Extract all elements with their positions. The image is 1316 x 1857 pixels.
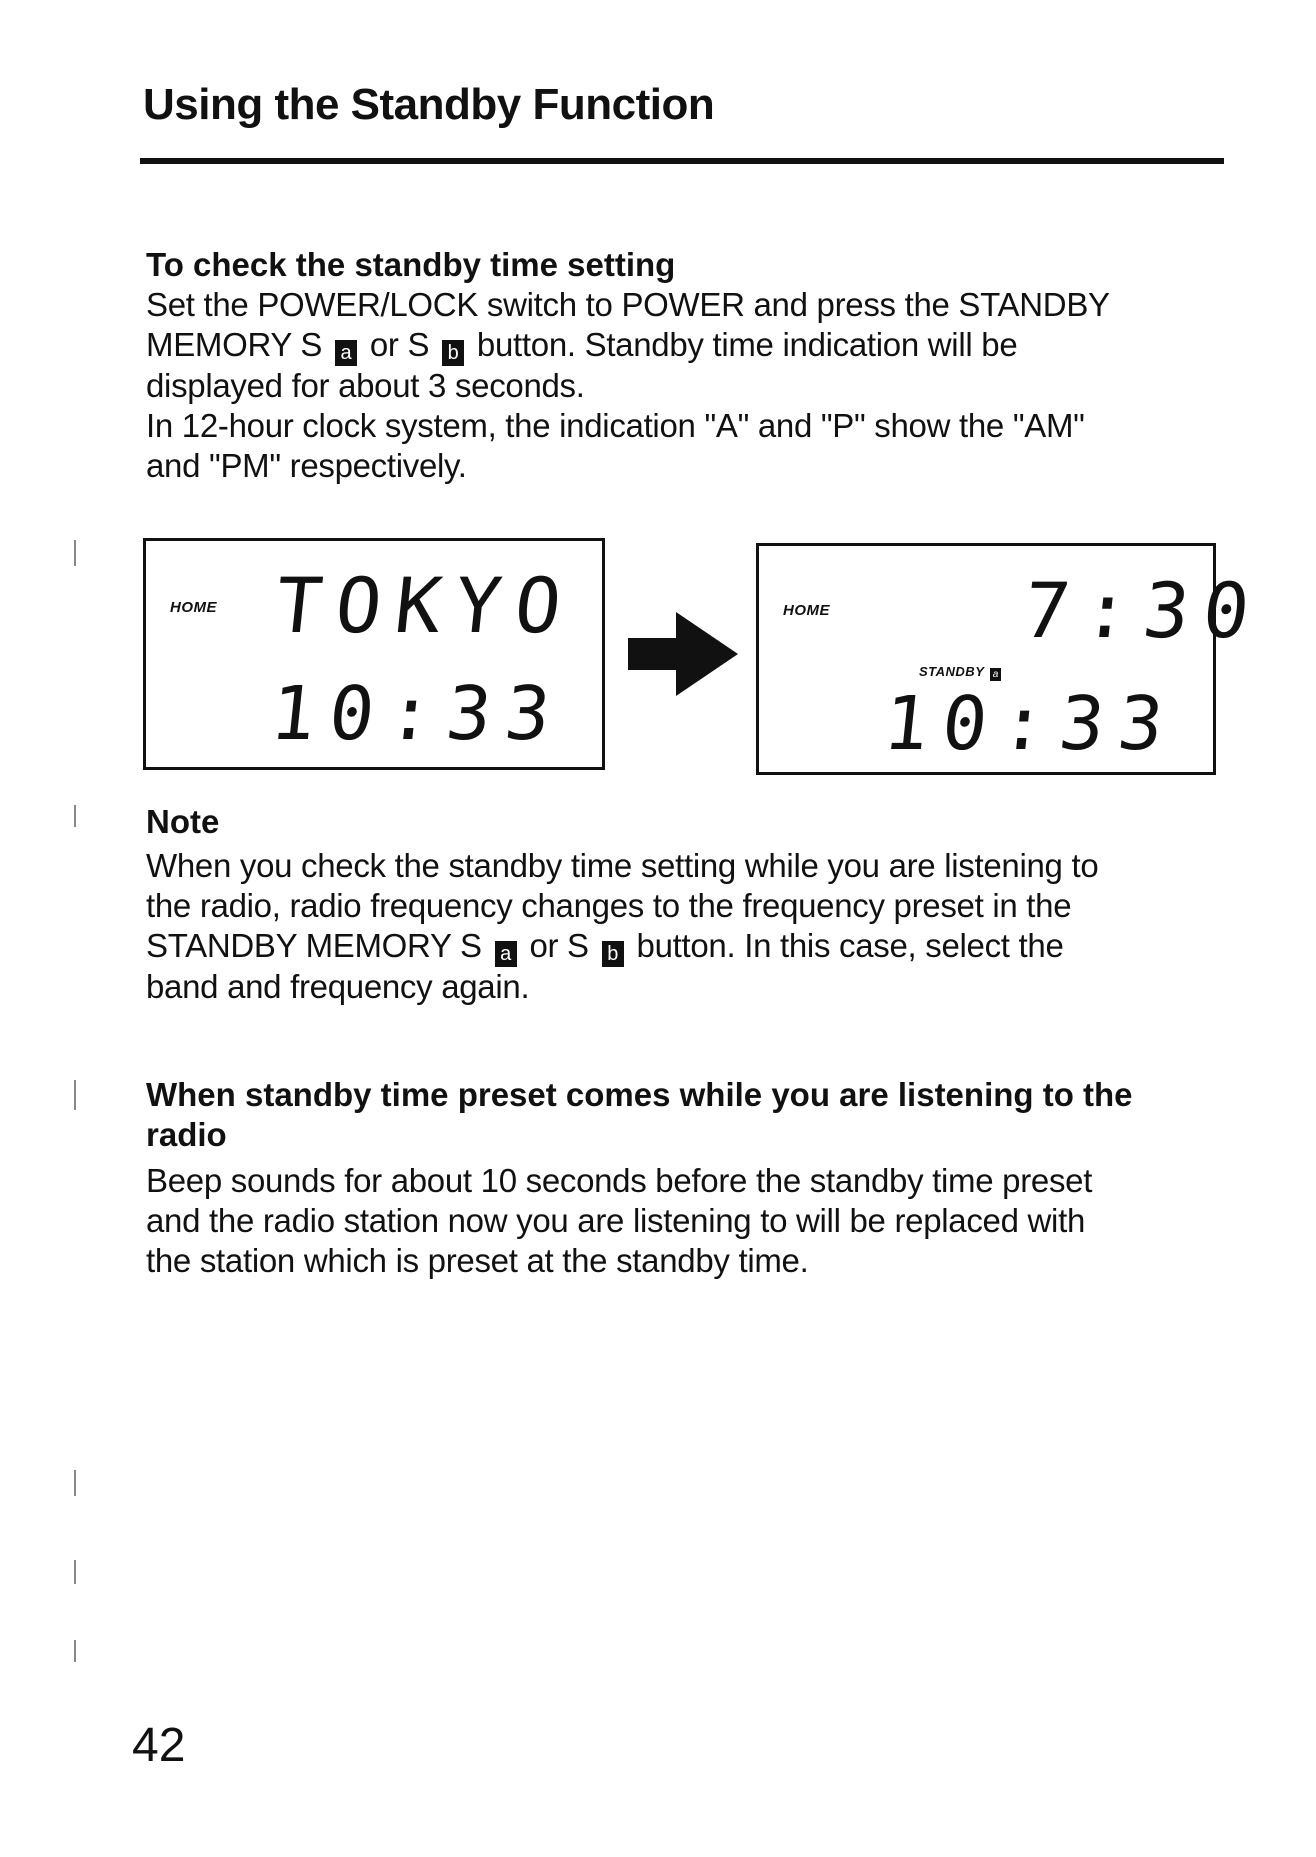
memory-key-b: b (602, 941, 624, 967)
memory-key-b: b (442, 340, 464, 366)
page-title: Using the Standby Function (143, 80, 715, 129)
title-rule (140, 158, 1224, 164)
preset-heading-line-1: When standby time preset comes while you are listening to the (146, 1076, 1133, 1113)
page-number: 42 (132, 1719, 186, 1772)
note-line-3-pre: STANDBY MEMORY S (146, 927, 482, 964)
note-line-4: band and frequency again. (146, 968, 530, 1005)
check-line-1: Set the POWER/LOCK switch to POWER and press the STANDBY (146, 286, 1110, 323)
time-readout: 10:33 (266, 671, 569, 757)
check-line-2 (146, 325, 1226, 366)
check-line-4: In 12-hour clock system, the indication "A" and "P" show the "AM" (146, 407, 1085, 444)
check-heading: To check the standby time setting (146, 246, 676, 283)
note-heading: Note (146, 803, 220, 840)
note-line-3 (146, 926, 1226, 967)
city-readout: TOKYO (271, 561, 580, 650)
home-label: HOME (783, 602, 830, 619)
home-label: HOME (170, 599, 217, 616)
standby-indicator (919, 664, 1003, 681)
note-section (146, 802, 1226, 1007)
preset-section (146, 1075, 1226, 1281)
preset-line-3: the station which is preset at the standby time. (146, 1242, 809, 1279)
check-line-2-mid: or S (369, 326, 430, 363)
memory-key-a: a (335, 340, 357, 366)
note-line-1: When you check the standby time setting while you are listening to (146, 847, 1099, 884)
check-line-2-post: button. Standby time indication will be (476, 326, 1018, 363)
check-line-2-pre: MEMORY S (146, 326, 323, 363)
preset-heading-line-2: radio (146, 1116, 227, 1153)
check-line-5: and "PM" respectively. (146, 447, 467, 484)
standby-time-readout: 7:30 (1019, 566, 1268, 655)
note-line-3-post: button. In this case, select the (636, 927, 1064, 964)
preset-line-1: Beep sounds for about 10 seconds before the standby time preset (146, 1162, 1093, 1199)
check-section (146, 245, 1226, 486)
check-line-3: displayed for about 3 seconds. (146, 367, 585, 404)
lcd-display-before (143, 538, 605, 770)
margin-scan-marks (74, 270, 78, 1790)
memory-key-a: a (495, 941, 517, 967)
standby-label: STANDBY (919, 664, 985, 679)
time-readout: 10:33 (879, 681, 1182, 767)
arrow-right-icon (628, 612, 738, 696)
note-line-3-mid: or S (529, 927, 589, 964)
standby-key-a: a (990, 668, 1001, 681)
preset-line-2: and the radio station now you are listening to will be replaced with (146, 1202, 1086, 1239)
lcd-display-after (756, 543, 1268, 775)
note-line-2: the radio, radio frequency changes to the frequency preset in the (146, 887, 1072, 924)
